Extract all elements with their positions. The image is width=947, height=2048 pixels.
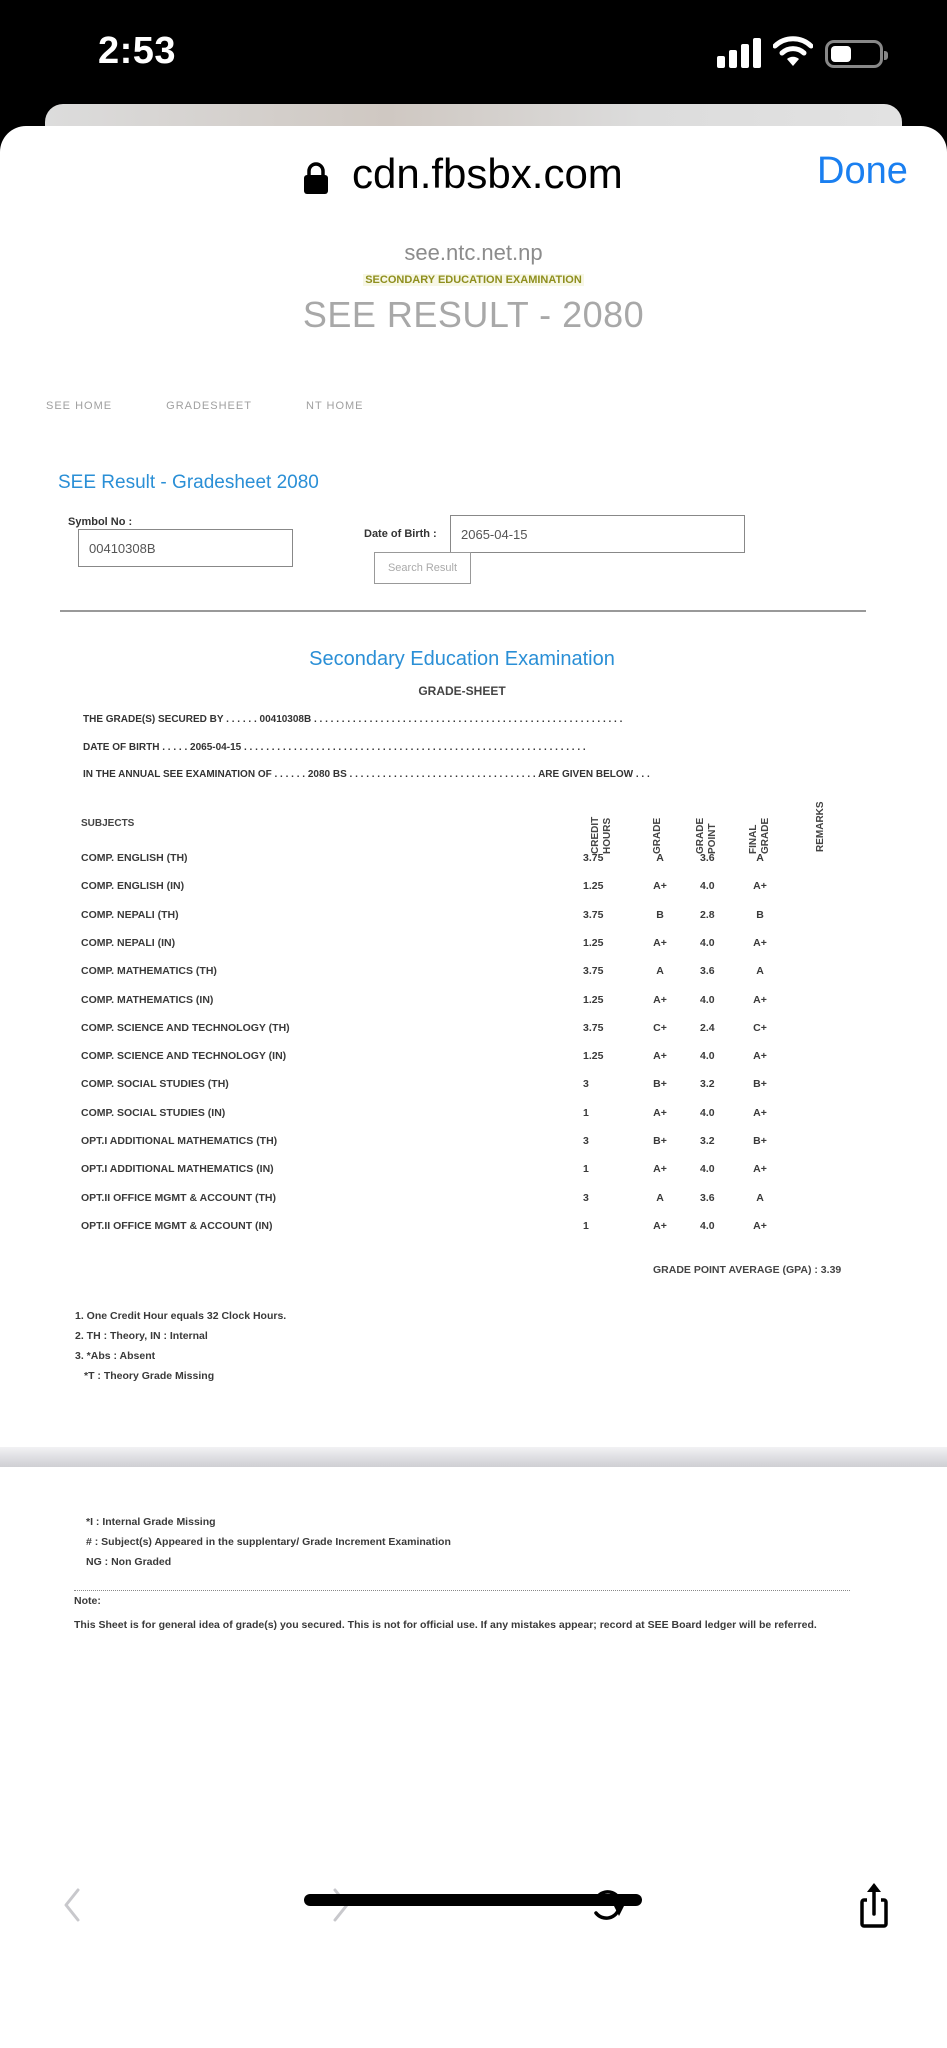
note-item: *T : Theory Grade Missing — [84, 1370, 215, 1382]
dob-line: DATE OF BIRTH . . . . . 2065-04-15 . . . . . . . . . . . . . . . . . . . . . . . . . . . . . . . . . . . . . . . . . . . . . . . . . . . . . . . . . . . . . . — [83, 742, 586, 753]
site-domain: see.ntc.net.np — [404, 240, 543, 265]
dob-label: Date of Birth : — [364, 528, 437, 540]
credit-hours-cell: 3.75 — [583, 1021, 604, 1034]
grade-point-cell: 2.4 — [700, 1021, 715, 1034]
search-result-button[interactable]: Search Result — [374, 552, 471, 584]
credit-hours-cell: 3 — [583, 1078, 589, 1091]
subject-cell: COMP. SOCIAL STUDIES (IN) — [81, 1106, 226, 1119]
legend-item: # : Subject(s) Appeared in the supplentary/ Grade Increment Examination — [86, 1536, 451, 1548]
table-row — [0, 1163, 947, 1183]
grade-point-cell: 4.0 — [700, 936, 715, 949]
legend-item: *I : Internal Grade Missing — [86, 1516, 216, 1528]
notes-list — [75, 1306, 286, 1386]
credit-hours-cell: 3.75 — [583, 852, 604, 864]
final-grade-cell: C+ — [753, 1021, 767, 1034]
credit-hours-cell: 3.75 — [583, 908, 604, 921]
grade-cell: A+ — [653, 993, 667, 1006]
table-row — [0, 1135, 947, 1155]
subject-cell: COMP. MATHEMATICS (IN) — [81, 993, 214, 1006]
grade-cell: A+ — [653, 1050, 667, 1063]
grade-cell: B — [656, 908, 664, 921]
nav-gradesheet[interactable]: GRADESHEET — [166, 400, 252, 412]
grade-point-cell: 4.0 — [700, 1163, 715, 1176]
home-indicator — [304, 1894, 642, 1906]
subject-cell: OPT.II OFFICE MGMT & ACCOUNT (TH) — [81, 1191, 277, 1204]
grade-cell: A — [656, 852, 664, 864]
subject-cell: COMP. SOCIAL STUDIES (TH) — [81, 1078, 229, 1091]
table-row — [0, 965, 947, 985]
browser-toolbar — [0, 1880, 947, 1960]
credit-hours-cell: 1 — [583, 1163, 589, 1176]
done-button[interactable]: Done — [817, 150, 908, 192]
table-row — [0, 1022, 947, 1042]
grade-cell: A+ — [653, 1106, 667, 1119]
credit-hours-cell: 1.25 — [583, 880, 604, 893]
note-text: This Sheet is for general idea of grade(s) you secured. This is not for official use. If any mistakes appear; record at SEE Board ledger will be referred. — [74, 1619, 817, 1631]
grade-point-cell: 3.2 — [700, 1135, 715, 1147]
subject-cell: COMP. SCIENCE AND TECHNOLOGY (IN) — [81, 1050, 287, 1063]
subject-cell: COMP. NEPALI (TH) — [81, 908, 179, 921]
site-title: SEE RESULT - 2080 — [302, 294, 645, 335]
credit-hours-cell: 3.75 — [583, 965, 604, 978]
exam-line: IN THE ANNUAL SEE EXAMINATION OF . . . . . . 2080 BS . . . . . . . . . . . . . . . . . . . . . . . . . . . . . . . . . . ARE GIVEN BELOW . . . — [83, 769, 650, 780]
final-grade-cell: A+ — [753, 1163, 767, 1176]
site-nav — [46, 400, 414, 412]
grade-point-cell: 3.6 — [700, 1191, 715, 1204]
gradesheet-title: Secondary Education Examination — [309, 648, 615, 670]
subject-cell: COMP. ENGLISH (TH) — [81, 852, 188, 864]
grade-point-cell: 3.6 — [700, 852, 715, 864]
grade-cell: A — [656, 965, 664, 978]
dotted-divider — [74, 1590, 850, 1591]
site-subtitle: SECONDARY EDUCATION EXAMINATION — [365, 274, 582, 286]
table-row — [0, 852, 947, 872]
share-icon[interactable] — [849, 1880, 899, 1930]
header-remarks: REMARKS — [815, 801, 826, 852]
credit-hours-cell: 3 — [583, 1191, 589, 1204]
final-grade-cell: A+ — [753, 880, 767, 893]
header-grade: GRADE — [652, 817, 663, 854]
credit-hours-cell: 1.25 — [583, 936, 604, 949]
final-grade-cell: A+ — [753, 1106, 767, 1119]
gradesheet-subtitle: GRADE-SHEET — [418, 684, 506, 698]
note-item: 1. One Credit Hour equals 32 Clock Hours. — [75, 1310, 287, 1322]
final-grade-cell: A — [756, 852, 764, 864]
status-time: 2:53 — [98, 30, 177, 72]
nav-see-home[interactable]: SEE HOME — [46, 400, 113, 412]
final-grade-cell: B — [756, 908, 764, 921]
divider — [60, 610, 866, 612]
grade-point-cell: 3.2 — [700, 1078, 715, 1091]
final-grade-cell: A+ — [753, 1219, 767, 1232]
grade-point-cell: 3.6 — [700, 965, 715, 978]
grade-cell: A+ — [653, 880, 667, 893]
dob-input[interactable]: 2065-04-15 — [450, 515, 745, 553]
grade-point-cell: 4.0 — [700, 1219, 715, 1232]
table-row — [0, 880, 947, 900]
final-grade-cell: A+ — [753, 1050, 767, 1063]
site-header — [0, 240, 947, 336]
credit-hours-cell: 1.25 — [583, 1050, 604, 1063]
nav-nt-home[interactable]: NT HOME — [306, 400, 364, 412]
final-grade-cell: A — [756, 1191, 764, 1204]
header-final-grade: FINAL GRADE — [748, 817, 771, 854]
final-grade-cell: A — [756, 965, 764, 978]
grade-point-cell: 4.0 — [700, 1050, 715, 1063]
header-credit-hours: CREDIT HOURS — [590, 816, 613, 854]
header-subjects: SUBJECTS — [81, 818, 135, 829]
legend-list — [86, 1512, 451, 1572]
wifi-icon — [773, 34, 813, 68]
gpa-text: GRADE POINT AVERAGE (GPA) : 3.39 — [653, 1264, 842, 1276]
grade-cell: C+ — [653, 1021, 667, 1034]
legend-item: NG : Non Graded — [86, 1556, 172, 1568]
subject-cell: OPT.II OFFICE MGMT & ACCOUNT (IN) — [81, 1219, 273, 1232]
table-row — [0, 909, 947, 929]
final-grade-cell: B+ — [753, 1135, 767, 1147]
battery-icon — [825, 40, 883, 68]
credit-hours-cell: 1 — [583, 1106, 589, 1119]
grade-cell: B+ — [653, 1135, 667, 1147]
subject-cell: COMP. ENGLISH (IN) — [81, 880, 185, 893]
cellular-signal-icon — [717, 38, 763, 68]
page-break — [0, 1447, 947, 1467]
symbol-label: Symbol No : — [68, 516, 133, 528]
note-label: Note: — [74, 1595, 101, 1607]
credit-hours-cell: 1.25 — [583, 993, 604, 1006]
subject-cell: COMP. NEPALI (IN) — [81, 936, 176, 949]
grade-cell: A+ — [653, 1163, 667, 1176]
credit-hours-cell: 1 — [583, 1219, 589, 1232]
grade-point-cell: 4.0 — [700, 1106, 715, 1119]
table-row — [0, 1220, 947, 1240]
url-text[interactable]: cdn.fbsbx.com — [352, 150, 623, 197]
grade-cell: B+ — [653, 1078, 667, 1091]
grade-point-cell: 2.8 — [700, 908, 715, 921]
table-row — [0, 994, 947, 1014]
grade-cell: A+ — [653, 1219, 667, 1232]
header-grade-point: GRADE POINT — [695, 817, 718, 854]
grade-cell: A — [656, 1191, 664, 1204]
grade-point-cell: 4.0 — [700, 993, 715, 1006]
form-title: SEE Result - Gradesheet 2080 — [58, 472, 319, 493]
subject-cell: COMP. MATHEMATICS (TH) — [81, 965, 217, 978]
subject-cell: OPT.I ADDITIONAL MATHEMATICS (IN) — [81, 1163, 274, 1176]
table-row — [0, 1050, 947, 1070]
table-row — [0, 1192, 947, 1212]
table-row — [0, 1107, 947, 1127]
note-item: 2. TH : Theory, IN : Internal — [75, 1330, 208, 1342]
chevron-left-icon[interactable] — [48, 1880, 98, 1930]
credit-hours-cell: 3 — [583, 1135, 589, 1147]
url-bar — [0, 126, 947, 226]
lock-icon — [303, 162, 329, 194]
table-row — [0, 1078, 947, 1098]
final-grade-cell: B+ — [753, 1078, 767, 1091]
note-item: 3. *Abs : Absent — [75, 1350, 156, 1362]
subject-cell: COMP. SCIENCE AND TECHNOLOGY (TH) — [81, 1021, 290, 1034]
browser-sheet — [0, 126, 947, 2048]
table-row — [0, 937, 947, 957]
secured-by-line: THE GRADE(S) SECURED BY . . . . . . 00410308B . . . . . . . . . . . . . . . . . . . . . . . . . . . . . . . . . . . . . . . . . . . . . . . . . . . . . . . . — [83, 714, 623, 725]
grade-cell: A+ — [653, 936, 667, 949]
subject-cell: OPT.I ADDITIONAL MATHEMATICS (TH) — [81, 1135, 278, 1147]
final-grade-cell: A+ — [753, 993, 767, 1006]
final-grade-cell: A+ — [753, 936, 767, 949]
grade-point-cell: 4.0 — [700, 880, 715, 893]
symbol-input[interactable]: 00410308B — [78, 529, 293, 567]
status-bar — [0, 0, 947, 104]
